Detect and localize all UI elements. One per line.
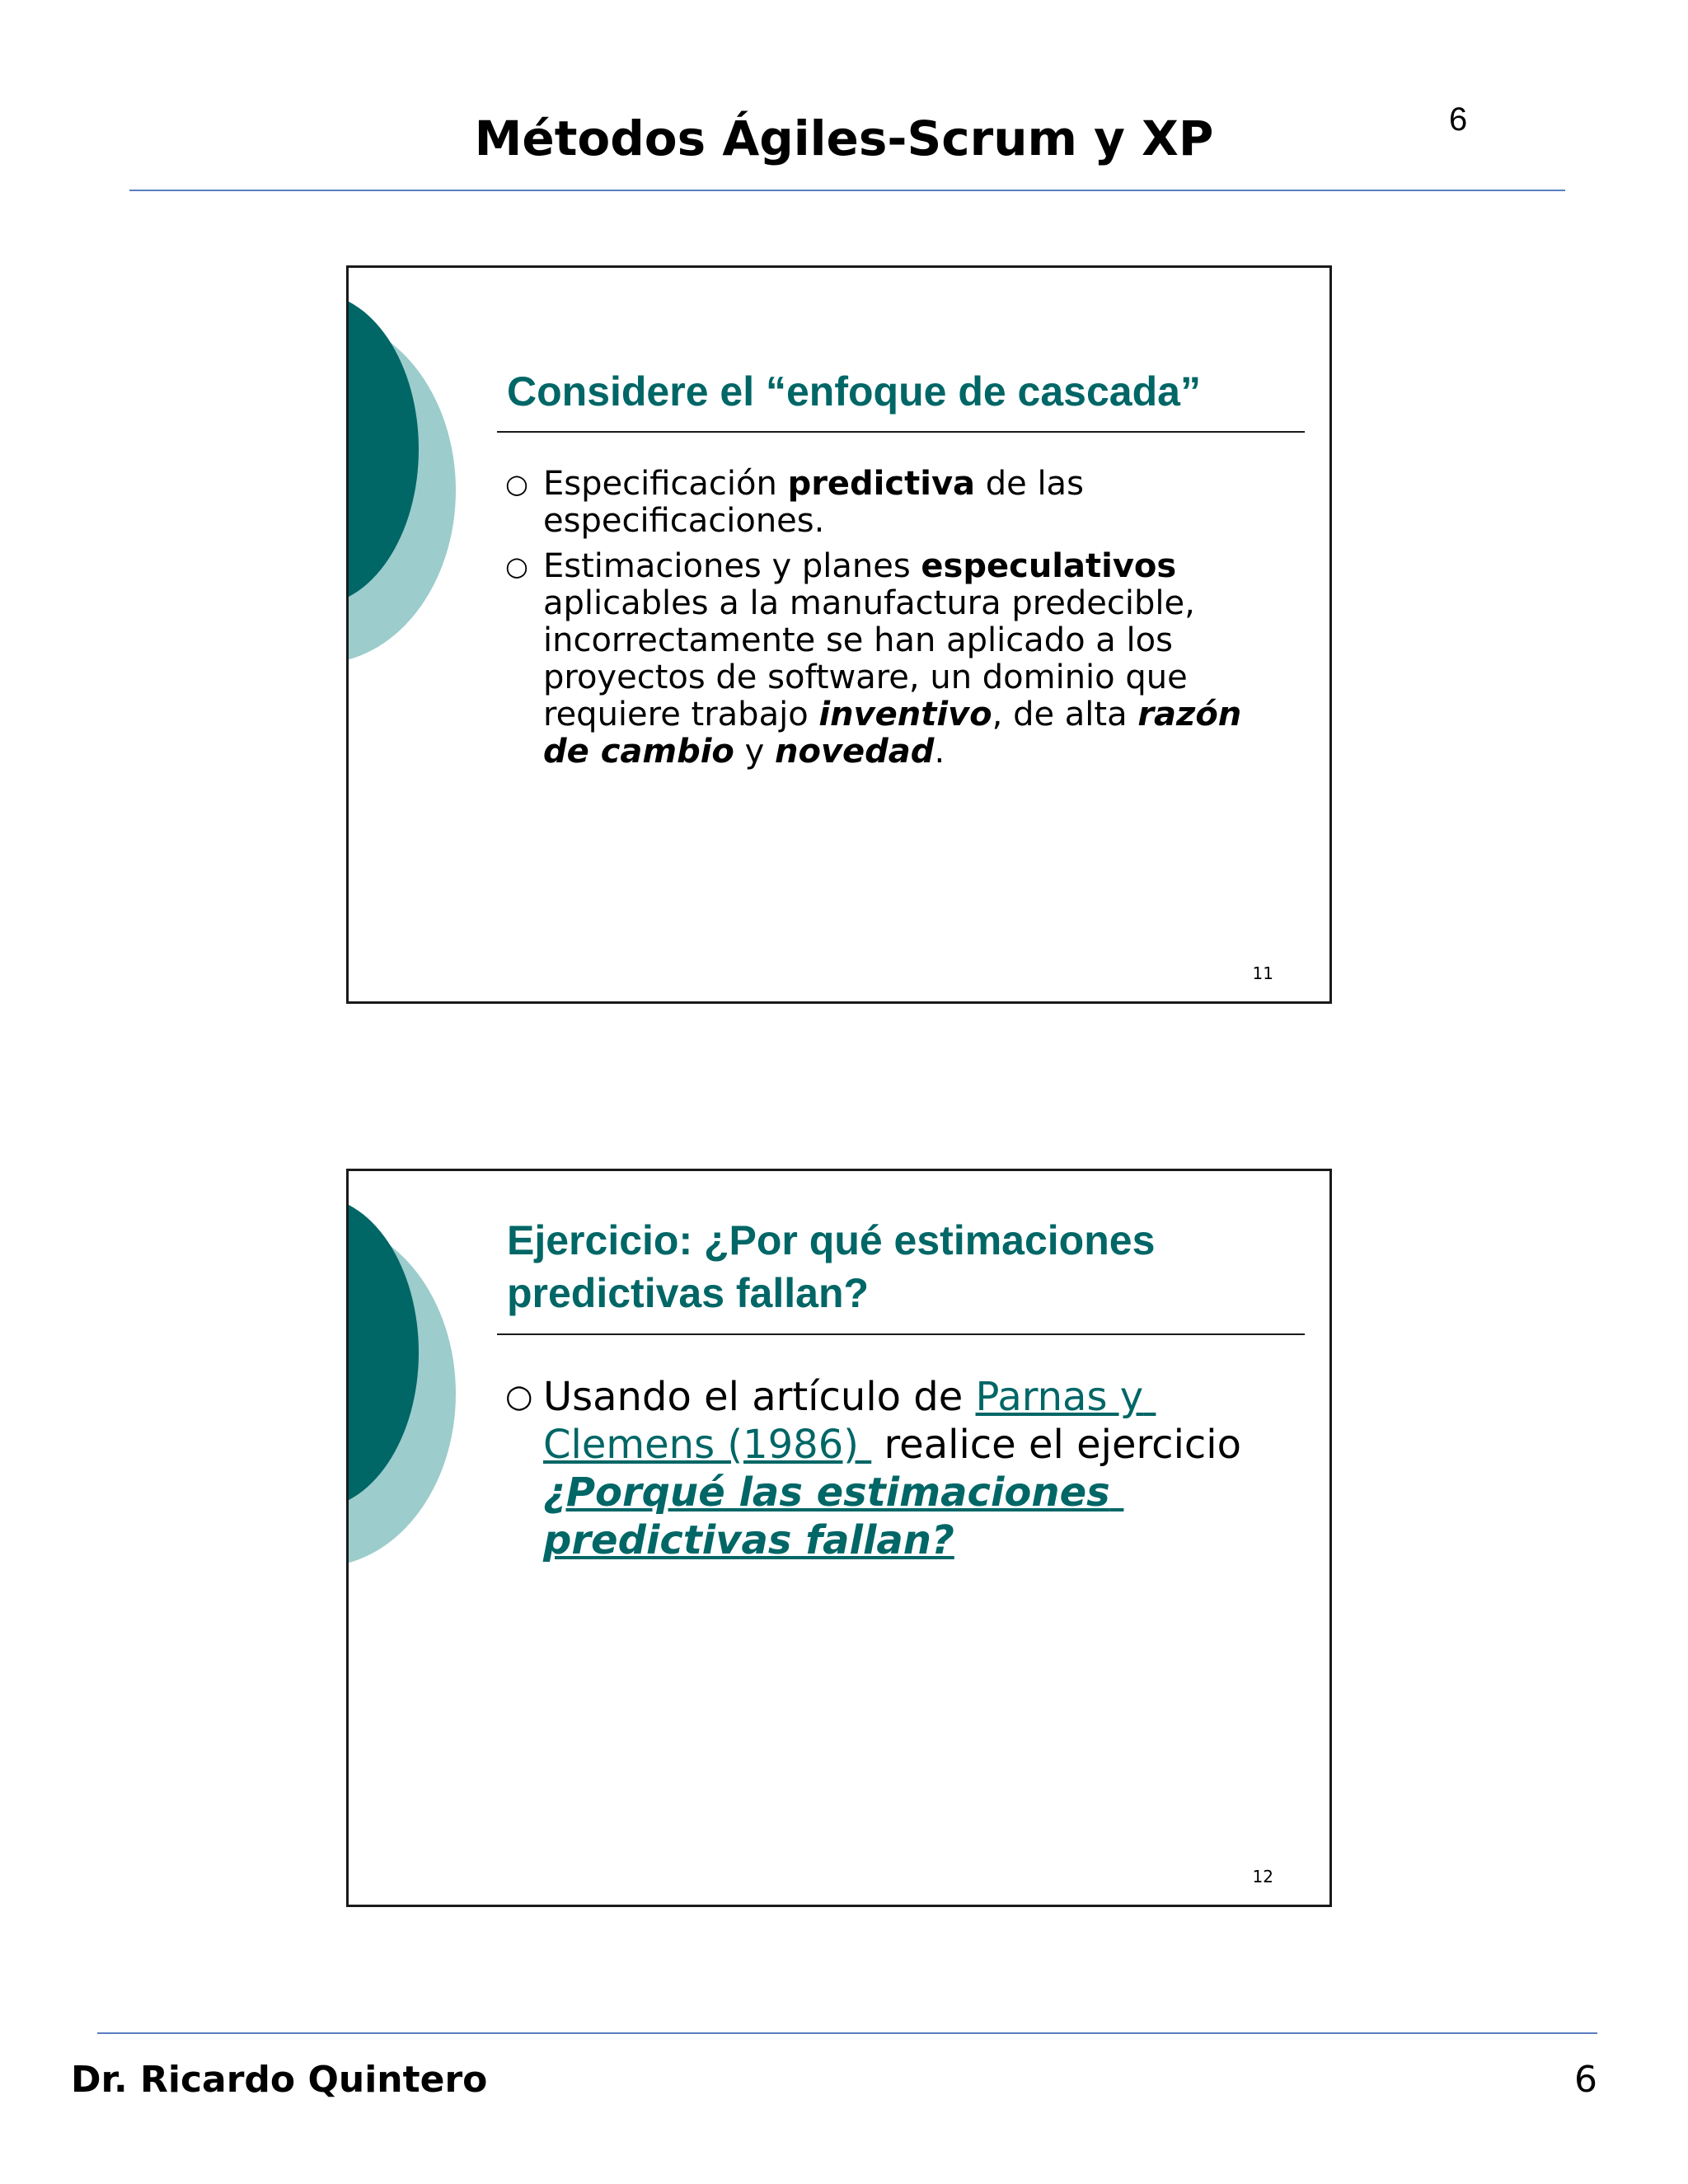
slide-title-divider (497, 1333, 1305, 1335)
slide-11 (346, 265, 1332, 1004)
bullet-item (505, 1373, 1288, 1564)
text-run: Especificación (543, 465, 788, 503)
header-divider (129, 190, 1565, 191)
slide-number: 12 (1252, 1867, 1273, 1886)
bullet-list (505, 1373, 1288, 1572)
footer-author: Dr. Ricardo Quintero (71, 2059, 488, 2101)
bullet-marker-icon: ○ (505, 551, 528, 582)
text-run: inventivo (818, 696, 992, 733)
text-run: predictiva (787, 465, 976, 503)
slide-title: Considere el “enfoque de cascada” (507, 368, 1201, 415)
text-run: . (934, 733, 945, 771)
page-number-top: 6 (1449, 101, 1468, 138)
bullet-list (505, 466, 1288, 779)
page-title: Métodos Ágiles-Scrum y XP (474, 110, 1214, 166)
bullet-marker-icon: ○ (505, 1378, 533, 1415)
slide-title-divider (497, 431, 1305, 433)
footer-divider (97, 2032, 1597, 2034)
slide-title: Ejercicio: ¿Por qué estimaciones predictivas fallan? (507, 1217, 1156, 1316)
reference-link[interactable]: Parnas y Clemens (1986) (543, 1374, 1156, 1468)
bullet-item (505, 466, 1288, 540)
reference-link[interactable]: ¿Porqué las estimaciones predictivas fallan? (543, 1469, 1124, 1563)
slide-number: 11 (1252, 963, 1273, 983)
text-run: realice el ejercicio (871, 1422, 1254, 1468)
text-run: de las especificaciones. (543, 465, 1095, 540)
text-run: Estimaciones y planes (543, 547, 921, 585)
text-run: razón de cambio (543, 696, 1254, 771)
bullet-text (543, 465, 1095, 540)
footer-page-number: 6 (1574, 2059, 1597, 2101)
bullet-text (543, 1374, 1254, 1563)
bullet-text (543, 547, 1253, 771)
slide-12 (346, 1169, 1332, 1907)
text-run: Usando el artículo de (543, 1374, 976, 1420)
text-run: aplicables a la manufactura predecible, incorrectamente se han aplicado a los proyectos de software, un dominio que requiere trabajo (543, 547, 1206, 733)
text-run: y (734, 733, 776, 771)
text-run: especulativos (921, 547, 1177, 585)
text-run: , de alta (992, 696, 1138, 733)
bullet-item (505, 548, 1288, 771)
bullet-marker-icon: ○ (505, 468, 528, 499)
text-run: novedad (775, 733, 935, 771)
